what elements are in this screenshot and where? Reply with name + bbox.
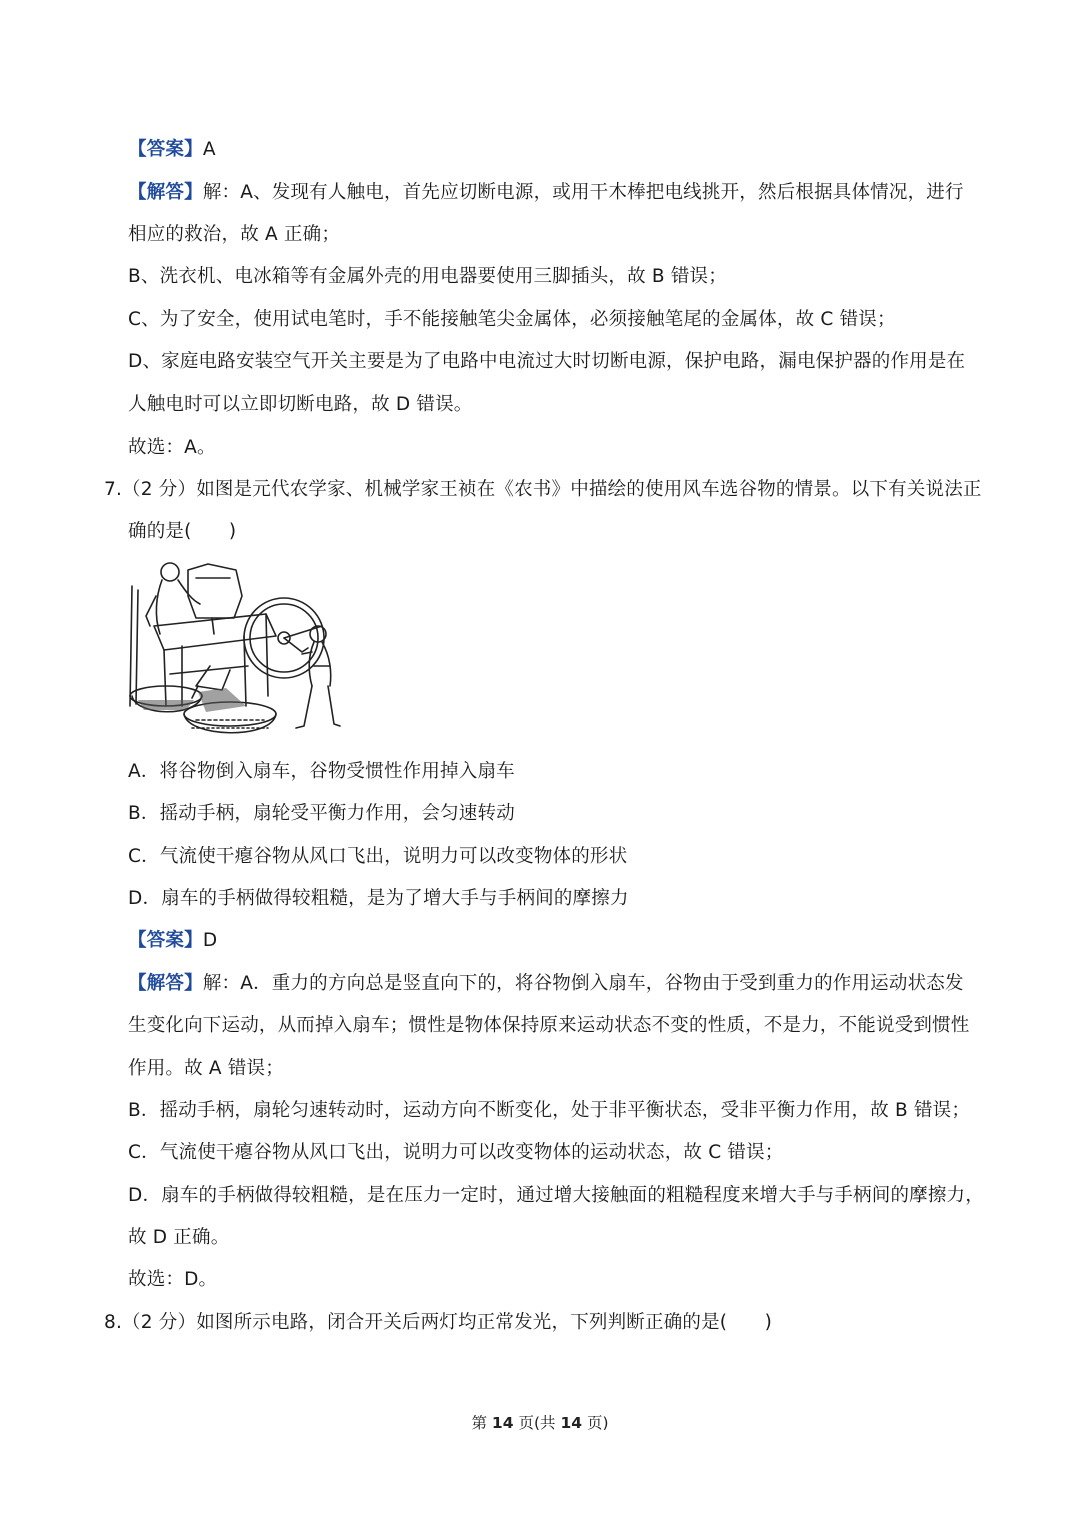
q7-analysis-line-4: B．摇动手柄，扇轮匀速转动时，运动方向不断变化，处于非平衡状态，受非平衡力作用，故 B 错误；: [128, 1100, 971, 1121]
winnowing-fan-illustration: [126, 556, 344, 742]
q6-analysis-line-5: D、家庭电路安装空气开关主要是为了电路中电流过大时切断电源，保护电路，漏电保护器的作用是在: [128, 351, 966, 372]
q7-analysis-line-1: [128, 971, 964, 997]
q6-analysis-line-1: [128, 180, 964, 206]
q8-stem-line-1: 8.（2 分）如图所示电路，闭合开关后两灯均正常发光，下列判断正确的是( ): [104, 1312, 773, 1333]
q6-analysis-line-6: 人触电时可以立即切断电路，故 D 错误。: [128, 394, 473, 415]
q6-analysis-line-3: B、洗衣机、电冰箱等有金属外壳的用电器要使用三脚插头，故 B 错误；: [128, 266, 727, 287]
q7-analysis-line-2: 生变化向下运动，从而掉入扇车；惯性是物体保持原来运动状态不变的性质，不是力，不能说受到惯性: [128, 1015, 970, 1036]
q7-analysis-line-7: 故 D 正确。: [128, 1227, 230, 1248]
q7-option-d: D．扇车的手柄做得较粗糙，是为了增大手与手柄间的摩擦力: [128, 888, 629, 909]
analysis-text: 解：A．重力的方向总是竖直向下的，将谷物倒入扇车，谷物由于受到重力的作用运动状态发: [202, 973, 964, 994]
q6-analysis-line-4: C、为了安全，使用试电笔时，手不能接触笔尖金属体，必须接触笔尾的金属体，故 C 错误；: [128, 309, 896, 330]
q7-analysis-line-5: C．气流使干瘪谷物从风口飞出，说明力可以改变物体的运动状态，故 C 错误；: [128, 1142, 784, 1163]
footer-total-pages: 14: [560, 1414, 583, 1432]
footer-prefix: 第: [471, 1414, 487, 1432]
q7-stem-line-2: 确的是( ): [128, 521, 237, 542]
q7-analysis-line-6: D．扇车的手柄做得较粗糙，是在压力一定时，通过增大接触面的粗糙程度来增大手与手柄间的摩擦力，: [128, 1185, 984, 1206]
q7-choice: 故选：D。: [128, 1269, 218, 1290]
analysis-tag: 【解答】: [128, 973, 203, 994]
footer-mid: 页(共: [518, 1414, 556, 1432]
q7-option-b: B．摇动手柄，扇轮受平衡力作用，会匀速转动: [128, 803, 515, 824]
answer-tag: 【答案】: [128, 930, 203, 951]
q7-stem-line-1: 7.（2 分）如图是元代农学家、机械学家王祯在《农书》中描绘的使用风车选谷物的情景。以下有关说法正: [104, 479, 982, 500]
answer-tag: 【答案】: [128, 139, 203, 160]
q7-option-a: A．将谷物倒入扇车，谷物受惯性作用掉入扇车: [128, 761, 515, 782]
answer-value: D: [202, 930, 218, 951]
q7-option-c: C．气流使干瘪谷物从风口飞出，说明力可以改变物体的形状: [128, 846, 628, 867]
q6-choice: 故选：A。: [128, 437, 216, 458]
q6-answer-line: [128, 137, 216, 163]
answer-value: A: [202, 139, 216, 160]
analysis-tag: 【解答】: [128, 182, 203, 203]
q7-answer-line: [128, 928, 217, 954]
footer-suffix: 页): [586, 1414, 609, 1432]
analysis-text: 解：A、发现有人触电，首先应切断电源，或用干木棒把电线挑开，然后根据具体情况，进行: [202, 182, 964, 203]
footer-page-number: 14: [491, 1414, 514, 1432]
q6-analysis-line-2: 相应的救治，故 A 正确；: [128, 224, 341, 245]
page-footer: [0, 1412, 1080, 1434]
q7-analysis-line-3: 作用。故 A 错误；: [128, 1058, 284, 1079]
